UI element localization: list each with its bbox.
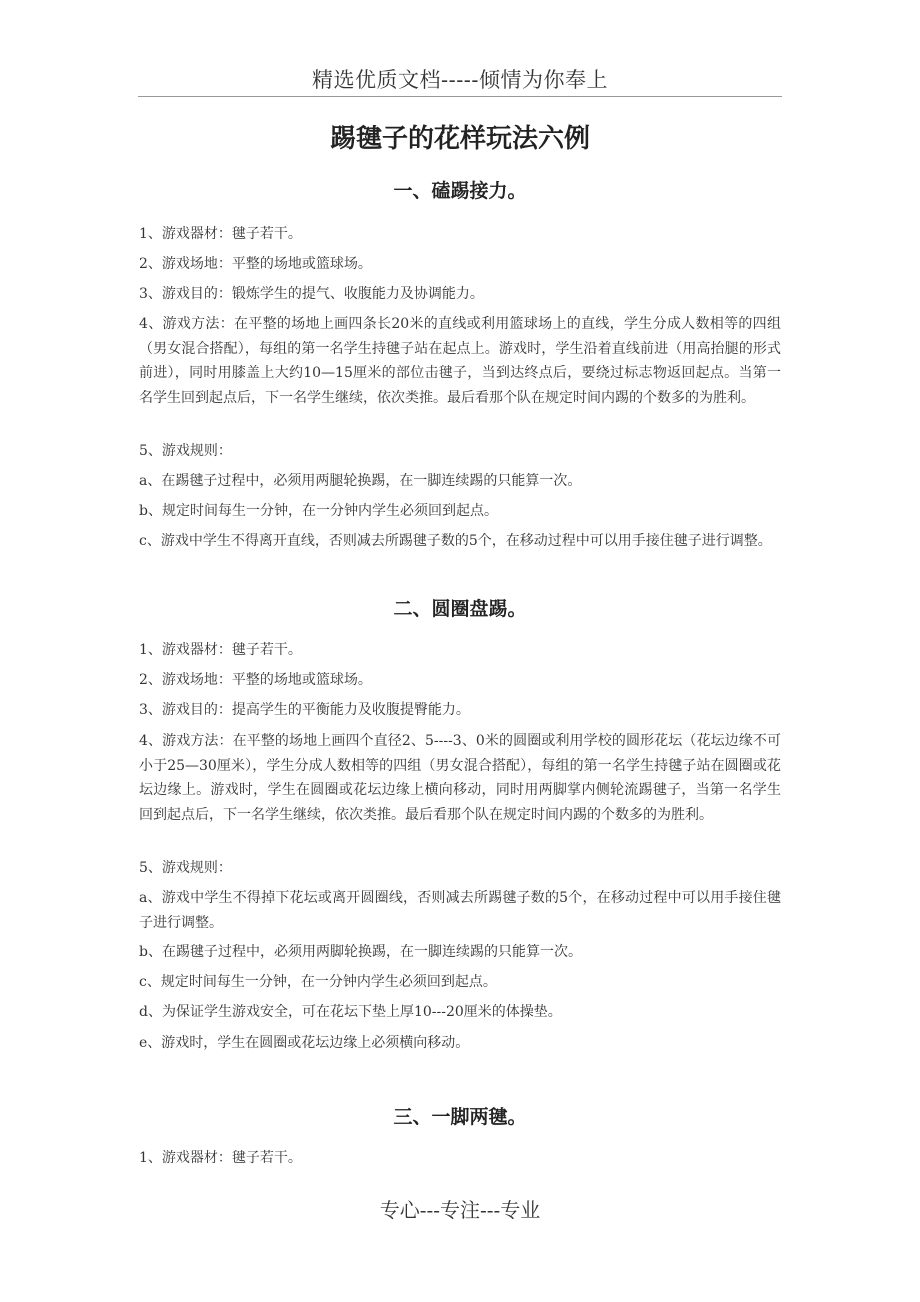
paragraph: 2、游戏场地：平整的场地或篮球场。 [139, 672, 372, 688]
page-footer: 专心---专注---专业 [379, 1198, 541, 1222]
section-heading-1: 一、磕踢接力。 [393, 180, 527, 202]
paragraph: a、在踢毽子过程中，必须用两腿轮换踢，在一脚连续踢的只能算一次。 [139, 473, 582, 489]
paragraph: 5、游戏规则： [139, 443, 232, 459]
page-header: 精选优质文档-----倾情为你奉上 [312, 68, 608, 92]
paragraph: 4、游戏方法：在平整的场地上画四条长20米的直线或利用篮球场上的直线，学生分成人数相等的四组（男女混合搭配），每组的第一名学生持毽子站在起点上。游戏时，学生沿着直线前进（用高抬腿的形式前进），同时用膝盖上大约10—15厘米的部位击毽子，当到达终点后，要绕过标志物返回起点。当第一名学生回到起点后，下一名学生继续，依次类推。最后看那个队在规定时间内踢的个数多的为胜利。 [139, 316, 781, 406]
header-divider [138, 96, 782, 97]
paragraph: 1、游戏器材：毽子若干。 [139, 642, 302, 658]
document-title: 踢毽子的花样玩法六例 [329, 124, 590, 154]
section-heading-2: 二、圆圈盘踢。 [393, 598, 527, 620]
section-heading-3: 三、一脚两毽。 [393, 1106, 527, 1128]
paragraph: e、游戏时，学生在圆圈或花坛边缘上必须横向移动。 [139, 1035, 470, 1051]
paragraph: 2、游戏场地：平整的场地或篮球场。 [139, 256, 372, 272]
paragraph: c、游戏中学生不得离开直线，否则减去所踢毽子数的5个，在移动过程中可以用手接住毽子进行调整。 [139, 533, 772, 549]
paragraph: b、在踢毽子过程中，必须用两脚轮换踢，在一脚连续踢的只能算一次。 [139, 944, 582, 960]
paragraph: 3、游戏目的：提高学生的平衡能力及收腹提臀能力。 [139, 702, 470, 718]
paragraph: a、游戏中学生不得掉下花坛或离开圆圈线，否则减去所踢毽子数的5个，在移动过程中可以用手接住毽子进行调整。 [139, 890, 781, 931]
paragraph: b、规定时间每生一分钟，在一分钟内学生必须回到起点。 [139, 503, 498, 519]
paragraph: 1、游戏器材：毽子若干。 [139, 1150, 302, 1166]
paragraph: 3、游戏目的：锻炼学生的提气、收腹能力及协调能力。 [139, 286, 484, 302]
paragraph: 1、游戏器材：毽子若干。 [139, 226, 302, 242]
paragraph: d、为保证学生游戏安全，可在花坛下垫上厚10---20厘米的体操垫。 [139, 1004, 562, 1020]
paragraph: 4、游戏方法：在平整的场地上画四个直径2、5----3、0米的圆圈或利用学校的圆形花坛（花坛边缘不可小于25—30厘米），学生分成人数相等的四组（男女混合搭配），每组的第一名学生持毽子站在圆圈或花坛边缘上。游戏时，学生在圆圈或花坛边缘上横向移动，同时用两脚掌内侧轮流踢毽子，当第一名学生回到起点后，下一名学生继续，依次类推。最后看那个队在规定时间内踢的个数多的为胜利。 [139, 733, 781, 823]
paragraph: c、规定时间每生一分钟，在一分钟内学生必须回到起点。 [139, 974, 497, 990]
paragraph: 5、游戏规则： [139, 860, 232, 876]
